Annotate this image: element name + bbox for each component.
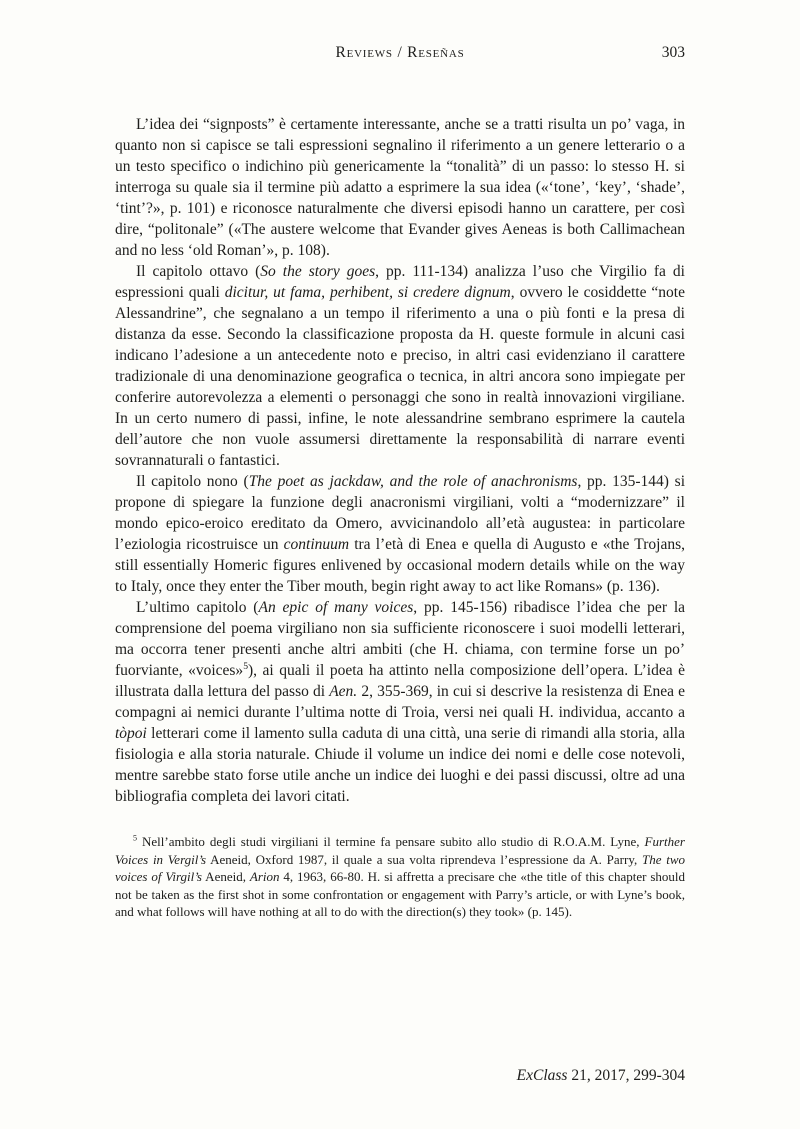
running-title: Reviews / Reseñas bbox=[335, 44, 465, 61]
running-header bbox=[115, 44, 685, 62]
paragraph: L’ultimo capitolo (An epic of many voices, pp. 145-156) ribadisce l’idea che per la comprensione del poema virgiliano non sia sufficiente riconoscere i suoi modelli letterari, ma occorra tener presenti anche altri ambiti (che H. chiama, con termine forse un po’ fuorviante, «voices»$^5$), ai quali il poeta ha attinto nella composizione dell’opera. L’idea è illustrata dalla lettura del passo di Aen. 2, 355-369, in cui si descrive la resistenza di Enea e compagni ai nemici durante l’ultima notte di Troia, versi nei quali H. individua, accanto a tòpoi letterari come il lamento sulla caduta di una città, una serie di rimandi alla storia, alla fisiologia e alla storia naturale. Chiude il volume un indice dei nomi e delle cose notevoli, mentre sarebbe stato forse utile anche un indice dei luoghi e dei passi discussi, oltre ad una bibliografia completa dei lavori citati. bbox=[115, 599, 686, 805]
body-text bbox=[115, 114, 685, 807]
paragraph: Il capitolo nono (The poet as jackdaw, and the role of anachronisms, pp. 135-144) si propone di spiegare la funzione degli anacronismi virgiliani, volti a “modernizzare” il mondo epico-eroico ereditato da Omero, avvicinandolo all’età augustea: in particolare l’eziologia ricostruisce un continuum tra l’età di Enea e quella di Augusto e «the Trojans, still essentially Homeric figures enlivened by occasional modern details while on the way to Italy, once they enter the Tiber mouth, begin right away to act like Romans» (p. 136). bbox=[115, 473, 685, 595]
journal-citation: ExClass 21, 2017, 299-304 bbox=[516, 1067, 685, 1084]
page-number: 303 bbox=[661, 44, 685, 61]
footnote: $^5$ Nell’ambito degli studi virgiliani il termine fa pensare subito allo studio di R.O.A.M. Lyne, Further Voices in Vergil’s Aeneid, Oxford 1987, il quale a sua volta riprendeva l’espressione da A. Parry, The two voices of Virgil’s Aeneid, Arion 4, 1963, 66-80. H. si affretta a precisare che «the title of this chapter should not be taken as the first shot in some confrontation or engagement with Parry’s article, or with Lyne’s book, and what follows will have nothing at all to do with the direction(s) they took» (p. 145). bbox=[115, 833, 685, 919]
text-block bbox=[115, 44, 685, 921]
paragraph: Il capitolo ottavo (So the story goes, pp. 111-134) analizza l’uso che Virgilio fa di espressioni quali dicitur, ut fama, perhibent, si credere dignum, ovvero le cosiddette “note Alessandrine”, che segnalano a un tempo il riferimento a una o più fonti e la presa di distanza da esse. Secondo la classificazione proposta da H. queste formule in alcuni casi indicano l’adesione a un antecedente noto e preciso, in altri casi evidenziano il carattere tradizionale di una denominazione geografica o tecnica, in altri ancora sono impiegate per conferire autorevolezza a elementi o personaggi che sono in realtà innovazioni virgiliane. In un certo numero di passi, infine, le note alessandrine sembrano esprimere la cautela dell’autore che non vuole assumersi direttamente la responsabilità di narrare eventi sovrannaturali o fantastici. bbox=[115, 263, 685, 469]
paragraph: L’idea dei “signposts” è certamente interessante, anche se a tratti risulta un po’ vaga, in quanto non si capisce se tali espressioni segnalino il riferimento a un genere letterario o a un testo specifico o indichino più genericamente la “tonalità” di un passo: lo stesso H. si interroga su quale sia il termine più adatto a esprimere la sua idea («‘tone’, ‘key’, ‘shade’, ‘tint’?», p. 101) e riconosce naturalmente che diversi episodi hanno un carattere, per così dire, “politonale” («The austere welcome that Evander gives Aeneas is both Callimachean and no less ‘old Roman’», p. 108). bbox=[115, 116, 685, 259]
